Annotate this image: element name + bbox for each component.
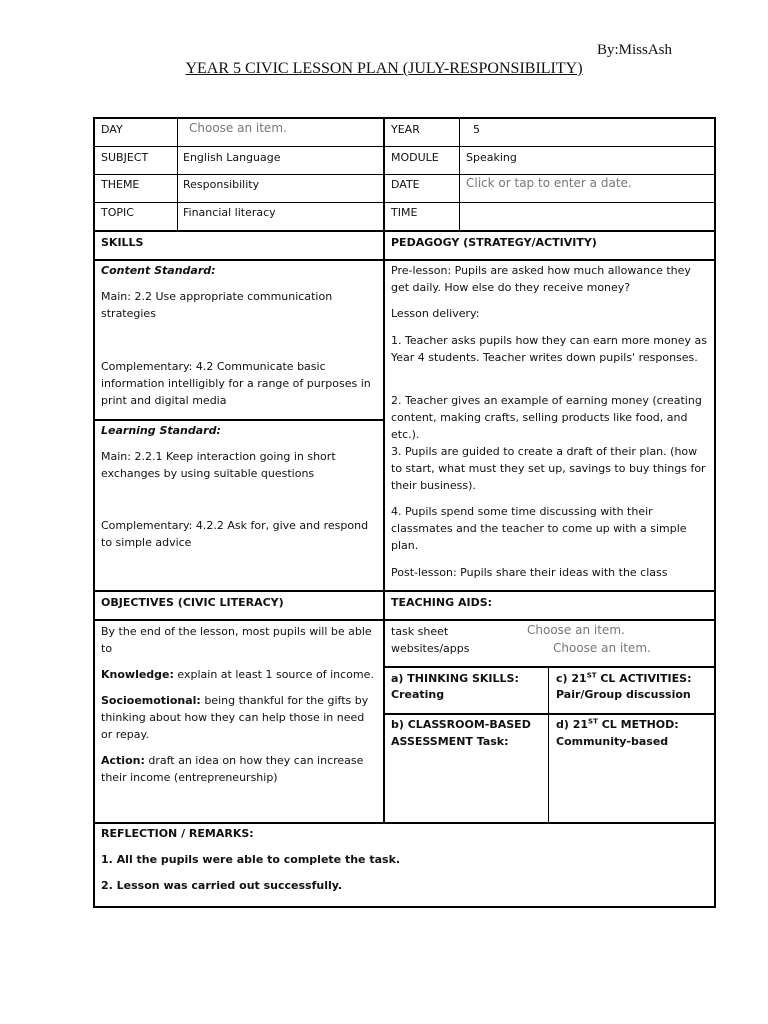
skills-heading: SKILLS: [101, 236, 144, 249]
reflection-heading: REFLECTION / REMARKS:: [101, 827, 254, 840]
delivery-step: 2. Teacher gives an example of earning money (creating content, making crafts, selling products like food, and etc.).: [391, 394, 702, 441]
objectives-intro: By the end of the lesson, most pupils will be able to: [101, 625, 372, 655]
content-standard-complementary: Complementary: 4.2 Communicate basic information intelligibly for a range of purposes in print and digital media: [101, 360, 371, 407]
learning-standard-label: Learning Standard:: [101, 424, 221, 437]
knowledge-label: Knowledge:: [101, 668, 174, 681]
cl-method-value: Community-based: [556, 735, 669, 748]
pre-lesson-text: Pre-lesson: Pupils are asked how much allowance they get daily. How else do they receive money?: [391, 264, 691, 294]
action-text: draft an idea on how they can increase their income (entrepreneurship): [101, 754, 364, 784]
delivery-step: 4. Pupils spend some time discussing with their classmates and the teacher to come up with a simple plan.: [391, 505, 687, 552]
day-label: DAY: [101, 123, 123, 136]
objective-action: [101, 752, 377, 786]
assessment-label: b) CLASSROOM-BASED ASSESSMENT Task:: [391, 718, 531, 748]
reflection-item: 2. Lesson was carried out successfully.: [101, 879, 343, 892]
content-standard-label: Content Standard:: [101, 264, 216, 277]
lesson-delivery-label: Lesson delivery:: [391, 307, 480, 320]
cl-activities-label: c) 21ST CL ACTIVITIES:: [556, 671, 692, 685]
pedagogy-heading: PEDAGOGY (STRATEGY/ACTIVITY): [391, 236, 597, 249]
time-label: TIME: [391, 206, 418, 219]
topic-value: Financial literacy: [183, 206, 276, 219]
content-standard-main: Main: 2.2 Use appropriate communication strategies: [101, 290, 333, 320]
thinking-skills-label: a) THINKING SKILLS:: [391, 672, 519, 685]
objective-knowledge: [101, 666, 377, 683]
page-title: YEAR 5 CIVIC LESSON PLAN (JULY-RESPONSIBILITY): [185, 60, 583, 77]
aid-websites-apps: websites/apps: [391, 642, 470, 655]
year-label: YEAR: [391, 123, 420, 136]
subject-label: SUBJECT: [101, 151, 149, 164]
learning-standard-complementary: Complementary: 4.2.2 Ask for, give and respond to simple advice: [101, 519, 369, 549]
aid-task-sheet: task sheet: [391, 625, 449, 638]
module-value: Speaking: [466, 151, 517, 164]
thinking-skills-value: Creating: [391, 688, 445, 701]
day-dropdown[interactable]: Choose an item.: [189, 121, 287, 135]
objectives-heading: OBJECTIVES (CIVIC LITERACY): [101, 596, 284, 609]
theme-label: THEME: [101, 178, 140, 191]
objective-socioemotional: [101, 692, 377, 743]
author-credit: By:MissAsh: [597, 42, 673, 58]
delivery-step: 1. Teacher asks pupils how they can earn more money as Year 4 students. Teacher writes down pupils' responses.: [391, 334, 707, 364]
year-value: 5: [473, 123, 480, 136]
socioemotional-text: being thankful for the gifts by thinking about how they can help those in need or repay.: [101, 694, 369, 741]
socioemotional-label: Socioemotional:: [101, 694, 201, 707]
topic-label: TOPIC: [101, 206, 134, 219]
theme-value: Responsibility: [183, 178, 260, 191]
action-label: Action:: [101, 754, 145, 767]
delivery-step: 3. Pupils are guided to create a draft of their plan. (how to start, what must they set up, savings to buy things for their business).: [391, 445, 706, 492]
aid1-dropdown[interactable]: Choose an item.: [527, 623, 625, 637]
date-picker[interactable]: Click or tap to enter a date.: [466, 176, 632, 190]
post-lesson-text: Post-lesson: Pupils share their ideas with the class: [391, 566, 668, 579]
aid2-dropdown[interactable]: Choose an item.: [553, 641, 651, 655]
cl-method-label: d) 21ST CL METHOD:: [556, 717, 679, 731]
knowledge-text: explain at least 1 source of income.: [173, 668, 374, 681]
date-label: DATE: [391, 178, 420, 191]
cl-activities-value: Pair/Group discussion: [556, 688, 691, 701]
learning-standard-main: Main: 2.2.1 Keep interaction going in short exchanges by using suitable questions: [101, 450, 336, 480]
subject-value: English Language: [183, 151, 281, 164]
module-label: MODULE: [391, 151, 439, 164]
teaching-aids-heading: TEACHING AIDS:: [391, 596, 493, 609]
reflection-item: 1. All the pupils were able to complete the task.: [101, 853, 401, 866]
